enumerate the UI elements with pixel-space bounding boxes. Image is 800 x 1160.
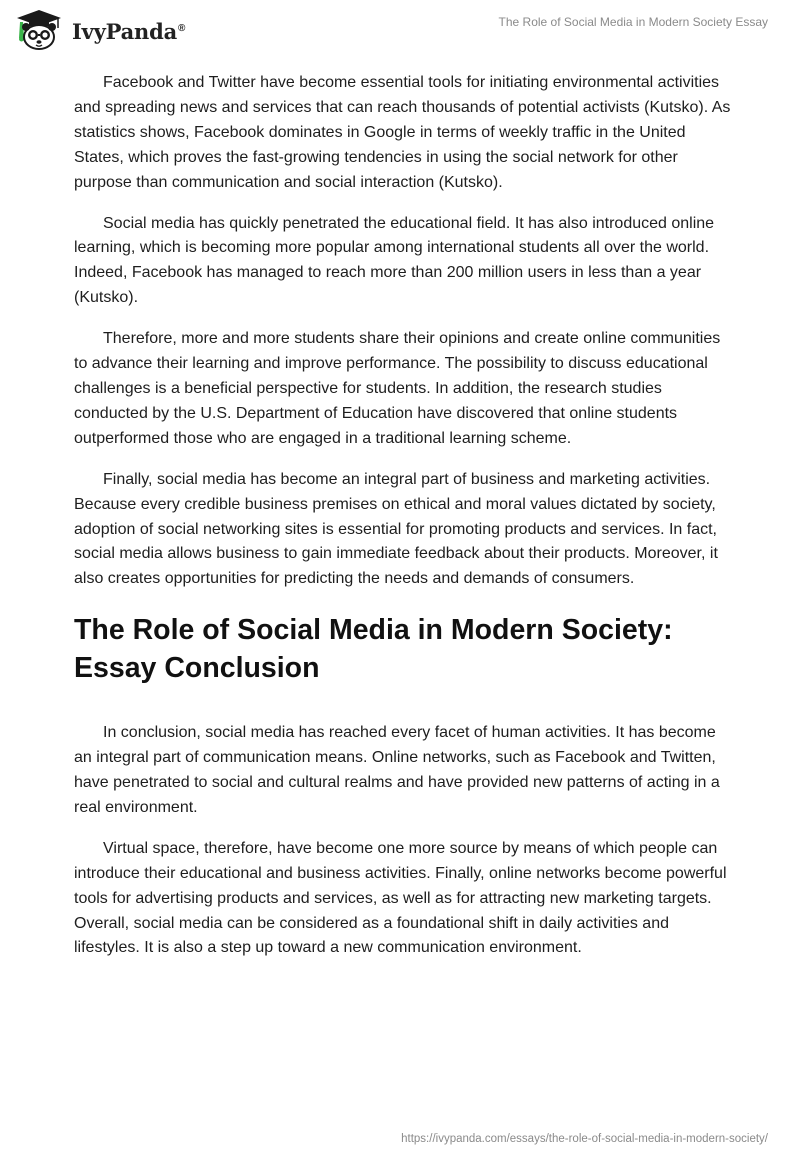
body-paragraph: Facebook and Twitter have become essential tools for initiating environmental activities and spreading news and services that can reach thousands of potential activists (Kutsko). As statistics shows, Facebook dominates in Google in terms of weekly traffic in the United States, which proves the fast-growing tendencies in using the social network for other purpose than communication and social interaction (Kutsko). — [74, 74, 731, 191]
body-paragraph: Therefore, more and more students share their opinions and create online communities to advance their learning and improve performance. The possibility to discuss educational challenges is a beneficial perspective for students. In addition, the research studies conducted by the U.S. Department of Education have discovered that online students outperformed those who are engaged in a traditional learning scheme. — [74, 330, 721, 447]
page-header — [0, 0, 800, 64]
source-url-link[interactable]: https://ivypanda.com/essays/the-role-of-social-media-in-modern-society/ — [401, 1133, 768, 1145]
ivypanda-logo[interactable] — [12, 8, 185, 52]
panda-icon — [12, 8, 66, 52]
brand-name: IvyPanda® — [72, 18, 186, 44]
conclusion-paragraph: In conclusion, social media has reached every facet of human activities. It has become an integral part of communication means. Online networks, such as Facebook and Twitten, have penetrated to social and cultural realms and have provided new patterns of acting in a real environment. — [74, 724, 720, 816]
document-title: The Role of Social Media in Modern Society Essay — [498, 15, 768, 29]
conclusion-paragraph: Virtual space, therefore, have become one more source by means of which people can introduce their educational and business activities. Finally, online networks become powerful tools for advertising products and services, as well as for attracting new marketing targets. Overall, social media can be considered as a foundational shift in daily activities and lifestyles. It is also a step up toward a new communication environment. — [74, 839, 727, 957]
registered-mark: ® — [178, 22, 186, 34]
body-paragraph: Finally, social media has become an integral part of business and marketing activities. Because every credible business premises on ethical and moral values dictated by society, adoption of social networking sites is essential for promoting products and services. In fact, social media allows business to gain immediate feedback about their products. Moreover, it also creates opportunities for predicting the needs and demands of consumers. — [74, 470, 718, 588]
conclusion-heading: The Role of Social Media in Modern Society: Essay Conclusion — [74, 614, 673, 685]
body-paragraph: Social media has quickly penetrated the educational field. It has also introduced online learning, which is becoming more popular among international students all over the world. Indeed, Facebook has managed to reach more than 200 million users in less than a year (Kutsko). — [74, 214, 715, 307]
essay-body — [74, 71, 734, 977]
